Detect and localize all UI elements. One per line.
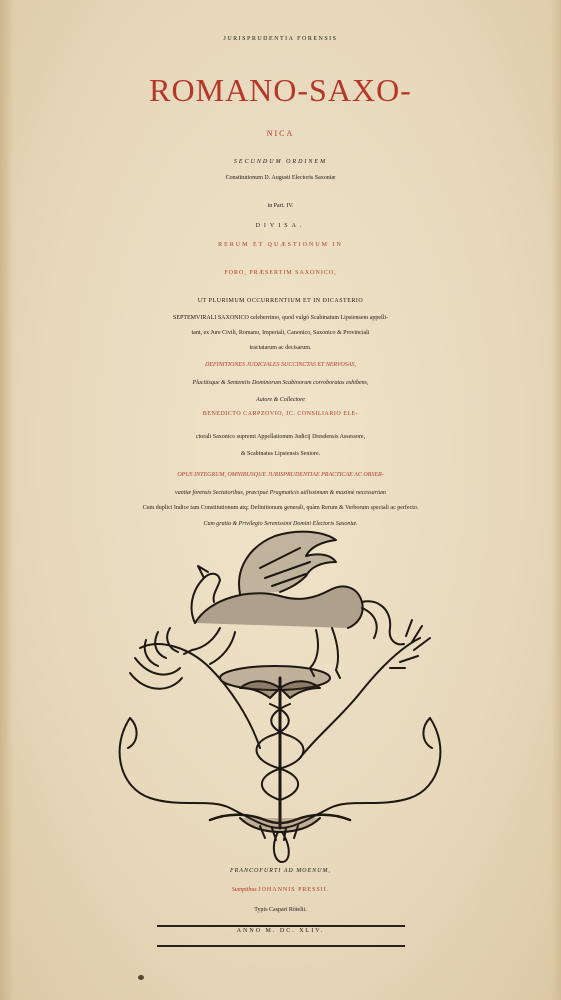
body-line-vantiae: vantiæ forensis Sectatoribus, præcipuè Pragmaticis utilissimum & maximè necessarium — [175, 490, 386, 496]
heading-definitiones: DEFINITIONES JUDICIALES SUCCINCTAS ET NERVOSAS, — [205, 362, 356, 368]
title-line-1: JURISPRUDENTIA FORENSIS — [223, 36, 338, 42]
imprint-date: ANNO M. DC. XLIV. — [236, 928, 325, 934]
subtitle-constitutionum: Constitutionum D. Augusti Electoris Saxoniæ — [225, 175, 336, 181]
title-line-2: ROMANO-SAXO- — [149, 72, 412, 108]
body-line-tractatarum: tractatarum ac decisarum. — [249, 345, 312, 351]
subtitle-in-part: in Part. IV. — [267, 203, 294, 209]
divider-bottom — [157, 945, 405, 947]
body-line-septemvirali: SEPTEMVIRALI SAXONICO celeberrimo, quod vulgò Scabinatum Lipsiensem appelli- — [173, 315, 388, 321]
body-line-autore: Autore & Collectore — [256, 397, 305, 403]
title-line-3: NICA — [266, 129, 295, 138]
divider-top — [157, 925, 405, 927]
body-line-tant: tant, ex Jure Civili, Romano, Imperiali, Canonico, Saxonico & Provinciali — [191, 330, 370, 336]
body-line-cum-duplici: Cum duplici Indice tam Constitutionum atq; Definitionum generali, quàm Rerum & Verborum speciali ac perfecto. — [142, 505, 419, 511]
imprint-publisher-name: JOHANNIS PRESSII. — [258, 887, 330, 893]
pegasus-caduceus-icon — [100, 528, 460, 868]
heading-ut-plurimum: UT PLURIMUM OCCURRENTIUM ET IN DICASTERIO — [197, 298, 364, 304]
author-name: BENEDICTO CARPZOVIO, JC. CONSILIARIO ELE- — [202, 411, 359, 417]
imprint-sumptibus: Sumptibus — [231, 887, 257, 893]
subtitle-divisa: DIVISA. — [255, 223, 306, 229]
author-title-line-2: & Scabinatus Lipsiensis Seniore. — [240, 451, 321, 457]
ink-spot — [138, 975, 144, 980]
subtitle-secundum: SECUNDUM ORDINEM — [233, 159, 328, 165]
heading-rerum: RERUM ET QUÆSTIONUM IN — [218, 242, 343, 248]
heading-foro: FORO, PRÆSERTIM SAXONICO, — [224, 270, 337, 276]
imprint-printer: Typis Caspari Rötelii. — [254, 907, 307, 913]
body-line-placitisque: Placitisque & Sententiis Dominorum Scabinorum corroboratas exhibens, — [192, 380, 369, 386]
imprint-publisher — [0, 887, 561, 893]
privilege-line: Cum gratia & Privilegio Serenissimi Domini Electoris Saxoniæ. — [203, 521, 358, 527]
heading-opus-integrum: OPUS INTEGRUM, OMNIBUSQUE JURISPRUDENTIAE PRACTICAE AC OBSER- — [177, 472, 384, 478]
imprint-place: FRANCOFURTI AD MOENUM, — [229, 868, 332, 874]
author-title-line-1: ctorali Saxonico supremi Appellationum Judicij Dresdensis Assessore, — [195, 434, 366, 440]
